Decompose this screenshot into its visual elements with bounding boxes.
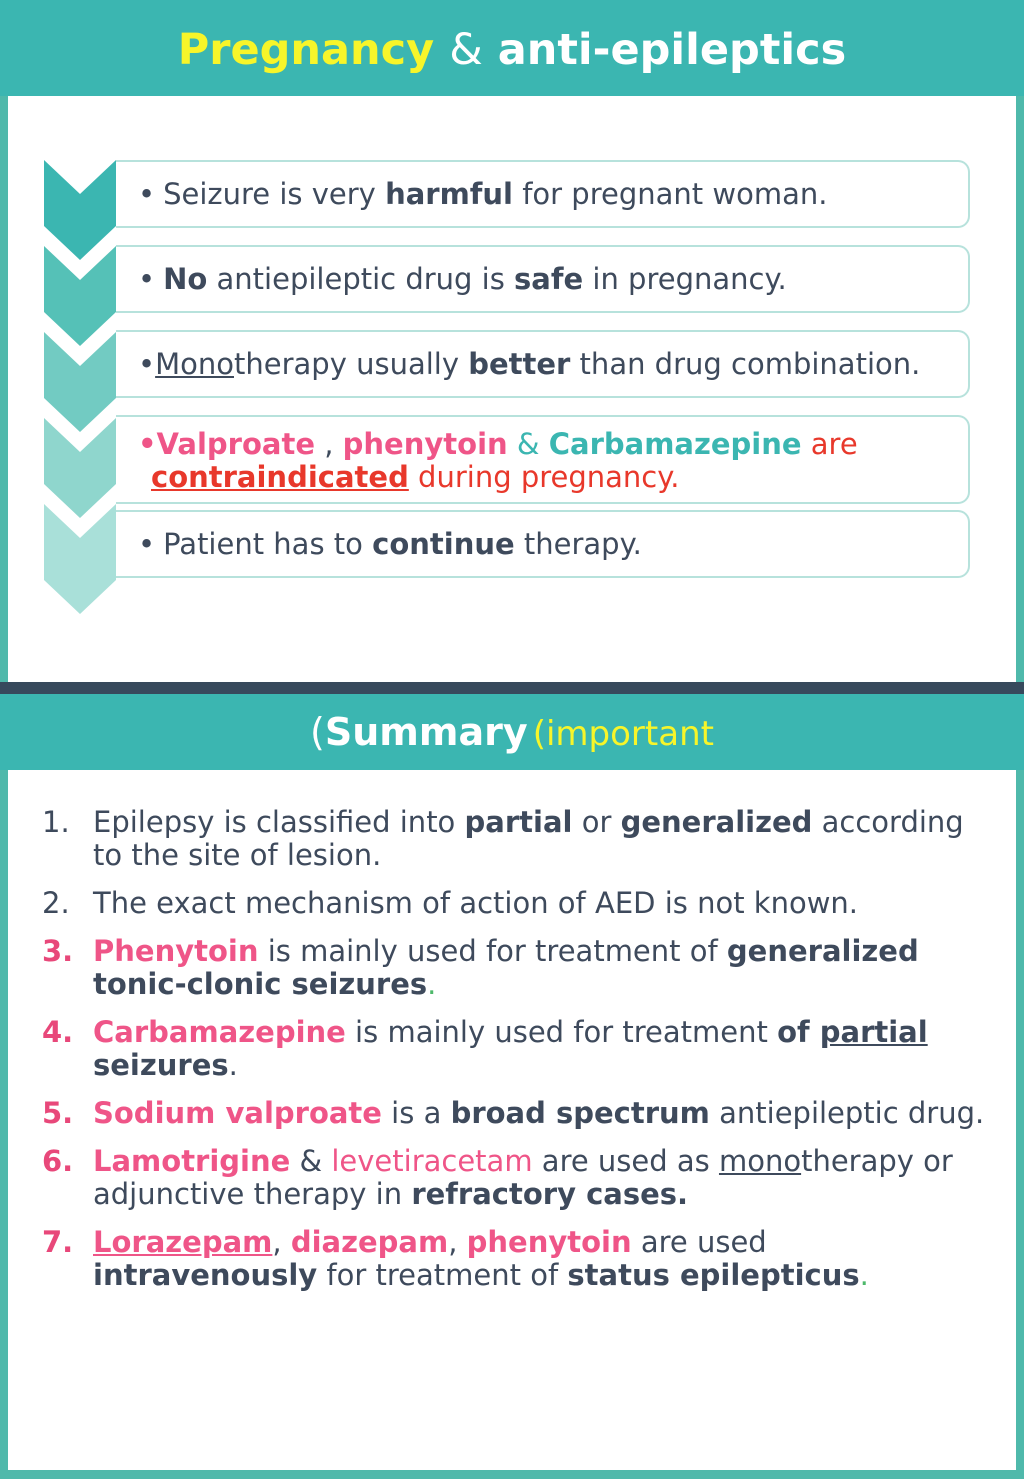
item-dot: . — [228, 1048, 238, 1082]
point-4-sep: , — [315, 427, 343, 461]
chevron-arrows — [44, 160, 124, 620]
item-text: are used as — [532, 1144, 719, 1178]
item-number: 2. — [42, 886, 70, 920]
point-1-text-end: for pregnant woman. — [513, 177, 828, 211]
summary-item-2 — [36, 887, 986, 920]
item-text: is a — [381, 1096, 451, 1130]
point-4-contraindicated: contraindicated — [151, 460, 409, 494]
item-bold: generalized — [620, 805, 813, 839]
drug-valproate: Valproate — [156, 427, 315, 461]
bullet-1: • — [138, 177, 156, 211]
item-underlined: mono — [718, 1144, 802, 1178]
item-number: 1. — [42, 805, 70, 839]
item-text: , — [448, 1225, 467, 1259]
item-dot: . — [427, 967, 437, 1001]
drug-name: Lamotrigine — [93, 1144, 291, 1178]
item-text: for treatment of — [317, 1258, 568, 1292]
section-divider — [0, 682, 1024, 694]
item-text: therapy or adjunctive therapy in — [93, 1144, 953, 1211]
point-box-5 — [116, 510, 970, 578]
summary-item-7 — [36, 1226, 986, 1292]
item-bold: refractory cases. — [411, 1177, 689, 1211]
point-2-text-end: in pregnancy. — [583, 262, 787, 296]
item-bold: generalized tonic-clonic seizures — [93, 934, 919, 1001]
item-bold: seizures — [93, 1048, 229, 1082]
point-3-text-end: than drug combination. — [570, 347, 921, 381]
summary-item-3 — [36, 935, 986, 1001]
point-3-bold-better: better — [468, 347, 571, 381]
item-number: 3. — [42, 934, 74, 968]
drug-name: Phenytoin — [93, 934, 259, 968]
item-number: 6. — [42, 1144, 74, 1178]
point-1-bold: harmful — [385, 177, 513, 211]
summary-item-4 — [36, 1016, 986, 1082]
summary-header — [0, 694, 1024, 770]
point-2-bold-safe: safe — [514, 262, 584, 296]
item-bold-underlined: partial — [819, 1015, 928, 1049]
chevron-1-icon — [44, 160, 116, 260]
summary-title: Summary — [324, 710, 528, 754]
drug-name: phenytoin — [466, 1225, 632, 1259]
point-5-text-end: therapy. — [514, 527, 642, 561]
drug-carbamazepine: Carbamazepine — [548, 427, 802, 461]
point-box-2 — [116, 245, 970, 313]
item-text: is mainly used for treatment — [345, 1015, 778, 1049]
point-1-text: Seizure is very — [163, 177, 386, 211]
item-bold: broad spectrum — [450, 1096, 710, 1130]
drug-phenytoin: phenytoin — [342, 427, 508, 461]
title-bar — [0, 0, 1024, 96]
important-paren: ( — [532, 714, 546, 754]
item-text: is mainly used for treatment of — [258, 934, 727, 968]
chevron-4-icon — [44, 418, 116, 518]
summary-item-6 — [36, 1145, 986, 1211]
bullet-5: • — [138, 527, 156, 561]
point-4-line-2 — [138, 461, 968, 494]
item-text: according to the site of lesion. — [93, 805, 964, 872]
item-dot: . — [859, 1258, 869, 1292]
summary-important — [533, 714, 714, 754]
drug-name: diazepam — [290, 1225, 449, 1259]
bullet-3: • — [138, 347, 156, 381]
item-text: or — [572, 805, 621, 839]
item-text: antiepileptic drug. — [709, 1096, 985, 1130]
summary-item-5 — [36, 1097, 986, 1130]
point-box-1 — [116, 160, 970, 228]
point-4-amp: & — [507, 427, 549, 461]
point-box-3 — [116, 330, 970, 398]
item-bold: intravenously — [93, 1258, 318, 1292]
chevron-5-icon — [44, 504, 116, 614]
title-ampersand: & — [449, 25, 483, 75]
point-4-line-1 — [138, 428, 968, 461]
bullet-4: • — [138, 427, 157, 461]
item-text: , — [272, 1225, 291, 1259]
summary-paren-open: ( — [310, 710, 325, 754]
point-3-mono: Mono — [155, 347, 234, 381]
item-bold: partial — [464, 805, 573, 839]
chevron-3-icon — [44, 332, 116, 432]
point-3-text: therapy usually — [234, 347, 469, 381]
page-title — [0, 0, 1024, 76]
drug-name: levetiracetam — [331, 1144, 533, 1178]
summary-item-1 — [36, 806, 986, 872]
point-4-during: during pregnancy. — [408, 460, 680, 494]
point-5-text: Patient has to — [163, 527, 373, 561]
chevron-2-icon — [44, 246, 116, 346]
item-bold: status epilepticus — [567, 1258, 860, 1292]
item-text: are used — [631, 1225, 767, 1259]
drug-name: Carbamazepine — [93, 1015, 346, 1049]
point-box-4 — [116, 415, 970, 504]
bullet-2: • — [138, 262, 156, 296]
item-bold: of — [777, 1015, 820, 1049]
item-text: Epilepsy is classified into — [93, 805, 465, 839]
item-number: 4. — [42, 1015, 74, 1049]
drug-name: Sodium valproate — [93, 1096, 382, 1130]
item-text: The exact mechanism of action of AED is not known. — [93, 886, 859, 920]
point-2-bold-no: No — [163, 262, 208, 296]
item-number: 5. — [42, 1096, 74, 1130]
point-4-are: are — [801, 427, 858, 461]
drug-name: Lorazepam — [93, 1225, 273, 1259]
item-text: & — [290, 1144, 332, 1178]
summary-list — [36, 806, 986, 1307]
item-number: 7. — [42, 1225, 74, 1259]
point-5-bold: continue — [372, 527, 515, 561]
title-anti-epileptics: anti-epileptics — [497, 25, 847, 75]
important-label: important — [545, 714, 714, 754]
title-pregnancy: Pregnancy — [177, 25, 435, 75]
point-2-text: antiepileptic drug is — [207, 262, 515, 296]
